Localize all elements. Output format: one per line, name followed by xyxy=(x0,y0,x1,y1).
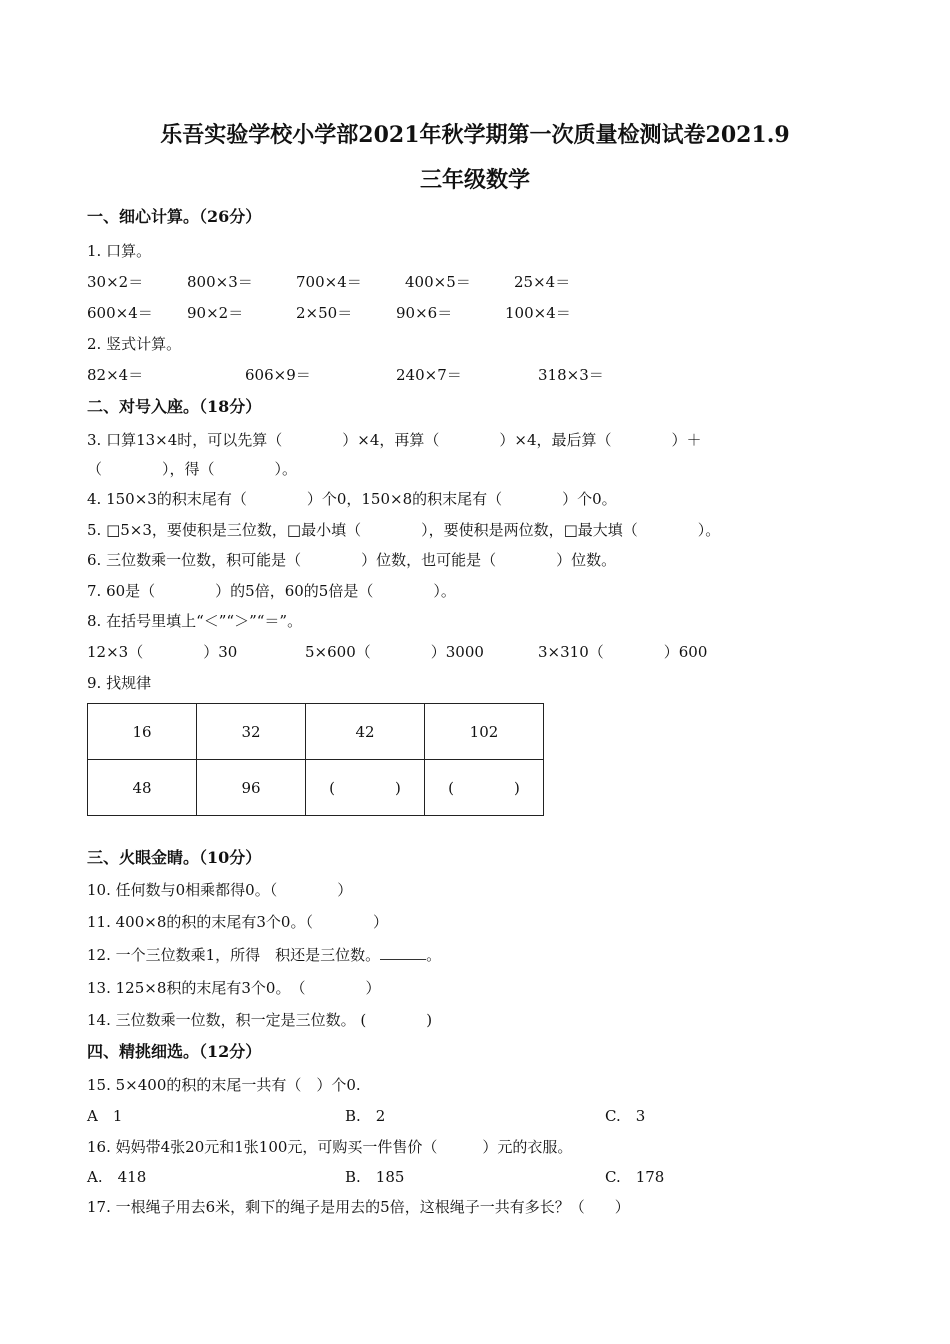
q1-item: 25×4＝ xyxy=(514,273,571,291)
q1-item: 600×4＝ xyxy=(87,304,153,322)
exam-subtitle: 三年级数学 xyxy=(419,167,530,193)
q12-end: 。 xyxy=(426,946,442,964)
q1-item: 2×50＝ xyxy=(296,304,353,322)
q3-line1: 3. 口算13×4时，可以先算（ ）×4，再算（ ）×4，最后算（ ）＋ xyxy=(87,431,702,449)
q8-label: 8. 在括号里填上“＜”“＞”“＝”。 xyxy=(87,612,303,630)
q7: 7. 60是（ ）的5倍，60的5倍是（ ）。 xyxy=(87,582,456,600)
table-cell: 102 xyxy=(425,704,544,760)
q14: 14. 三位数乘一位数，积一定是三位数。 ( ) xyxy=(87,1011,433,1029)
q16-option-b[interactable]: B. 185 xyxy=(345,1168,405,1186)
q6: 6. 三位数乘一位数，积可能是（ ）位数，也可能是（ ）位数。 xyxy=(87,551,617,569)
q2-item: 318×3＝ xyxy=(538,366,604,384)
q1-item: 90×6＝ xyxy=(396,304,453,322)
q1-item: 30×2＝ xyxy=(87,273,144,291)
q12 xyxy=(87,945,441,965)
section-3-heading: 三、火眼金睛。（10分） xyxy=(87,848,262,867)
section-2-heading: 二、对号入座。（18分） xyxy=(87,397,262,416)
q8-item: 5×600（ ）3000 xyxy=(305,643,484,661)
q15-option-c[interactable]: C. 3 xyxy=(605,1107,646,1125)
exam-title: 乐吾实验学校小学部2021年秋学期第一次质量检测试卷2021.9 xyxy=(160,122,790,148)
answer-blank[interactable] xyxy=(380,945,426,960)
q13: 13. 125×8积的末尾有3个0。 （ ） xyxy=(87,979,381,997)
answer-cell[interactable]: ( ) xyxy=(306,760,425,816)
section-4-heading: 四、精挑细选。（12分） xyxy=(87,1042,262,1061)
q9-label: 9. 找规律 xyxy=(87,674,152,692)
q1-item: 800×3＝ xyxy=(187,273,253,291)
q1-item: 700×4＝ xyxy=(296,273,362,291)
table-cell: 16 xyxy=(88,704,197,760)
table-cell: 32 xyxy=(197,704,306,760)
q2-item: 606×9＝ xyxy=(245,366,311,384)
q1-label: 1. 口算。 xyxy=(87,242,152,260)
q11: 11. 400×8的积的末尾有3个0。（ ） xyxy=(87,913,388,931)
table-cell: 42 xyxy=(306,704,425,760)
answer-cell[interactable]: ( ) xyxy=(425,760,544,816)
q15-option-a[interactable]: A 1 xyxy=(87,1107,123,1125)
q1-item: 400×5＝ xyxy=(405,273,471,291)
pattern-table xyxy=(87,703,544,816)
q3-line2: （ ），得（ ）。 xyxy=(87,460,298,478)
q16-option-c[interactable]: C. 178 xyxy=(605,1168,665,1186)
q1-item: 100×4＝ xyxy=(505,304,571,322)
q5: 5. □5×3，要使积是三位数，□最小填（ ），要使积是两位数，□最大填（ ）。 xyxy=(87,521,721,539)
table-row xyxy=(88,704,544,760)
q17: 17. 一根绳子用去6米，剩下的绳子是用去的5倍，这根绳子一共有多长？（ ） xyxy=(87,1198,630,1216)
q15-option-b[interactable]: B. 2 xyxy=(345,1107,386,1125)
q2-item: 82×4＝ xyxy=(87,366,144,384)
table-cell: 96 xyxy=(197,760,306,816)
q1-item: 90×2＝ xyxy=(187,304,244,322)
q4: 4. 150×3的积末尾有（ ）个0，150×8的积末尾有（ ）个0。 xyxy=(87,490,617,508)
section-1-heading: 一、细心计算。（26分） xyxy=(87,207,262,226)
q8-item: 12×3（ ）30 xyxy=(87,643,238,661)
q10: 10. 任何数与0相乘都得0。（ ） xyxy=(87,881,353,899)
q8-item: 3×310（ ）600 xyxy=(538,643,708,661)
table-cell: 48 xyxy=(88,760,197,816)
q2-label: 2. 竖式计算。 xyxy=(87,335,182,353)
q16: 16. 妈妈带4张20元和1张100元，可购买一件售价（ ）元的衣服。 xyxy=(87,1138,573,1156)
table-row xyxy=(88,760,544,816)
q15: 15. 5×400的积的末尾一共有（ ）个0. xyxy=(87,1076,361,1094)
q12-text: 12. 一个三位数乘1，所得 积还是三位数。 xyxy=(87,946,381,964)
q2-item: 240×7＝ xyxy=(396,366,462,384)
q16-option-a[interactable]: A. 418 xyxy=(87,1168,147,1186)
